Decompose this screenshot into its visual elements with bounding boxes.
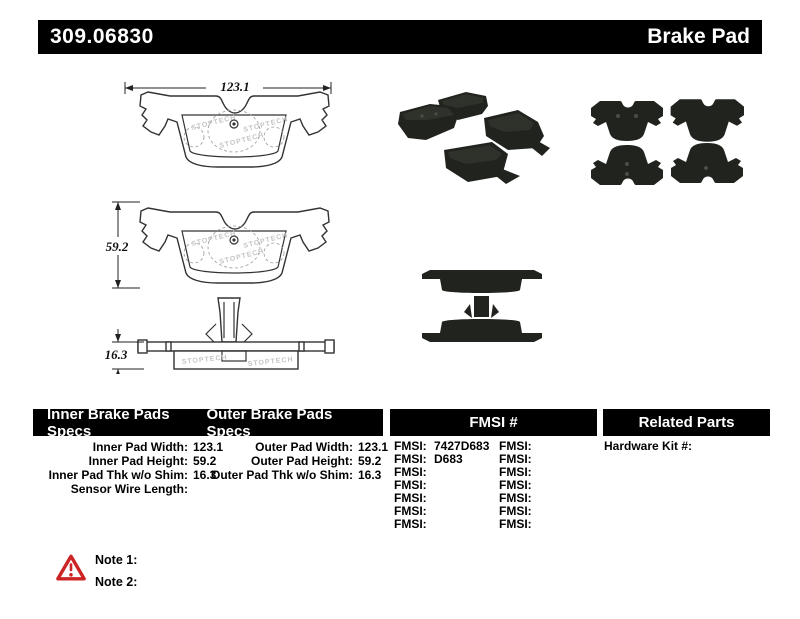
spec-row: Inner Pad Height: 59.2 — [88, 454, 217, 468]
pad-photo — [671, 99, 744, 141]
fmsi-row: FMSI: — [499, 517, 532, 531]
fmsi-row: FMSI: — [394, 491, 427, 505]
pad-edge-photo — [422, 319, 542, 342]
spec-row: Outer Pad Height: 59.2 — [250, 454, 382, 468]
svg-text:STOPTECH: STOPTECH — [181, 354, 228, 366]
pad-photo — [671, 143, 743, 183]
inner-specs-column — [33, 440, 223, 496]
fmsi-row: FMSI: 7427D683 — [394, 439, 490, 453]
spec-row: Outer Pad Thk w/o Shim: 16.3 — [210, 468, 382, 482]
specs-header-bar — [33, 405, 383, 440]
fmsi-row: FMSI: — [499, 465, 532, 479]
spec-row: Inner Pad Thk w/o Shim: 16.3 — [48, 468, 217, 482]
fmsi-row: FMSI: — [499, 478, 532, 492]
note2-label: Note 2: — [95, 575, 138, 589]
part-number: 309.06830 — [50, 25, 154, 48]
fmsi-column-1 — [394, 440, 489, 531]
pad-photo — [591, 101, 663, 141]
pad-back-view-middle — [140, 208, 329, 283]
height-dimension-label: 59.2 — [96, 239, 138, 255]
warning-icon — [56, 553, 86, 582]
spec-row: Inner Pad Width: 123.1 — [92, 440, 224, 454]
fmsi-row: FMSI: — [499, 491, 532, 505]
inner-specs-title: Inner Brake Pads Specs — [47, 405, 170, 440]
fmsi-header-bar — [390, 409, 597, 436]
fmsi-row: FMSI: — [499, 439, 532, 453]
spring-clip-left — [206, 324, 216, 342]
note1-label: Note 1: — [95, 553, 138, 567]
outer-specs-title: Outer Brake Pads Specs — [206, 405, 333, 440]
brake-pads-photo-edge — [420, 266, 546, 348]
related-parts-title: Related Parts — [638, 414, 735, 431]
technical-drawing — [100, 74, 400, 374]
fmsi-row: FMSI: D683 — [394, 452, 463, 466]
sensor-pin — [218, 298, 240, 342]
fmsi-row: FMSI: — [394, 478, 427, 492]
fmsi-row: FMSI: — [394, 504, 427, 518]
pad-back-view-top — [140, 92, 329, 167]
fmsi-row: FMSI: — [394, 517, 427, 531]
outer-specs-column — [198, 440, 388, 482]
related-row: Hardware Kit #: — [604, 439, 693, 453]
thickness-dimension-label: 16.3 — [95, 347, 137, 363]
spring-clip-right — [242, 324, 252, 342]
fmsi-row: FMSI: — [394, 465, 427, 479]
clip-photo — [464, 296, 499, 318]
pad-edge-photo — [422, 270, 542, 293]
fmsi-column-2 — [499, 440, 539, 531]
width-dimension-label: 123.1 — [207, 79, 263, 95]
related-parts-column — [604, 440, 698, 453]
svg-text:STOPTECH: STOPTECH — [247, 356, 294, 368]
fmsi-title: FMSI # — [469, 414, 518, 431]
related-parts-header-bar — [603, 409, 770, 436]
spec-row: Outer Pad Width: 123.1 — [255, 440, 389, 454]
spec-row: Sensor Wire Length: — [70, 482, 188, 496]
product-type-title: Brake Pad — [647, 25, 750, 48]
fmsi-row: FMSI: — [499, 452, 532, 466]
brake-pads-photo-angled — [396, 88, 564, 202]
brake-pads-photo-flat — [588, 94, 744, 192]
fmsi-row: FMSI: — [499, 504, 532, 518]
header-bar — [38, 20, 762, 54]
pad-side-view — [138, 298, 334, 369]
